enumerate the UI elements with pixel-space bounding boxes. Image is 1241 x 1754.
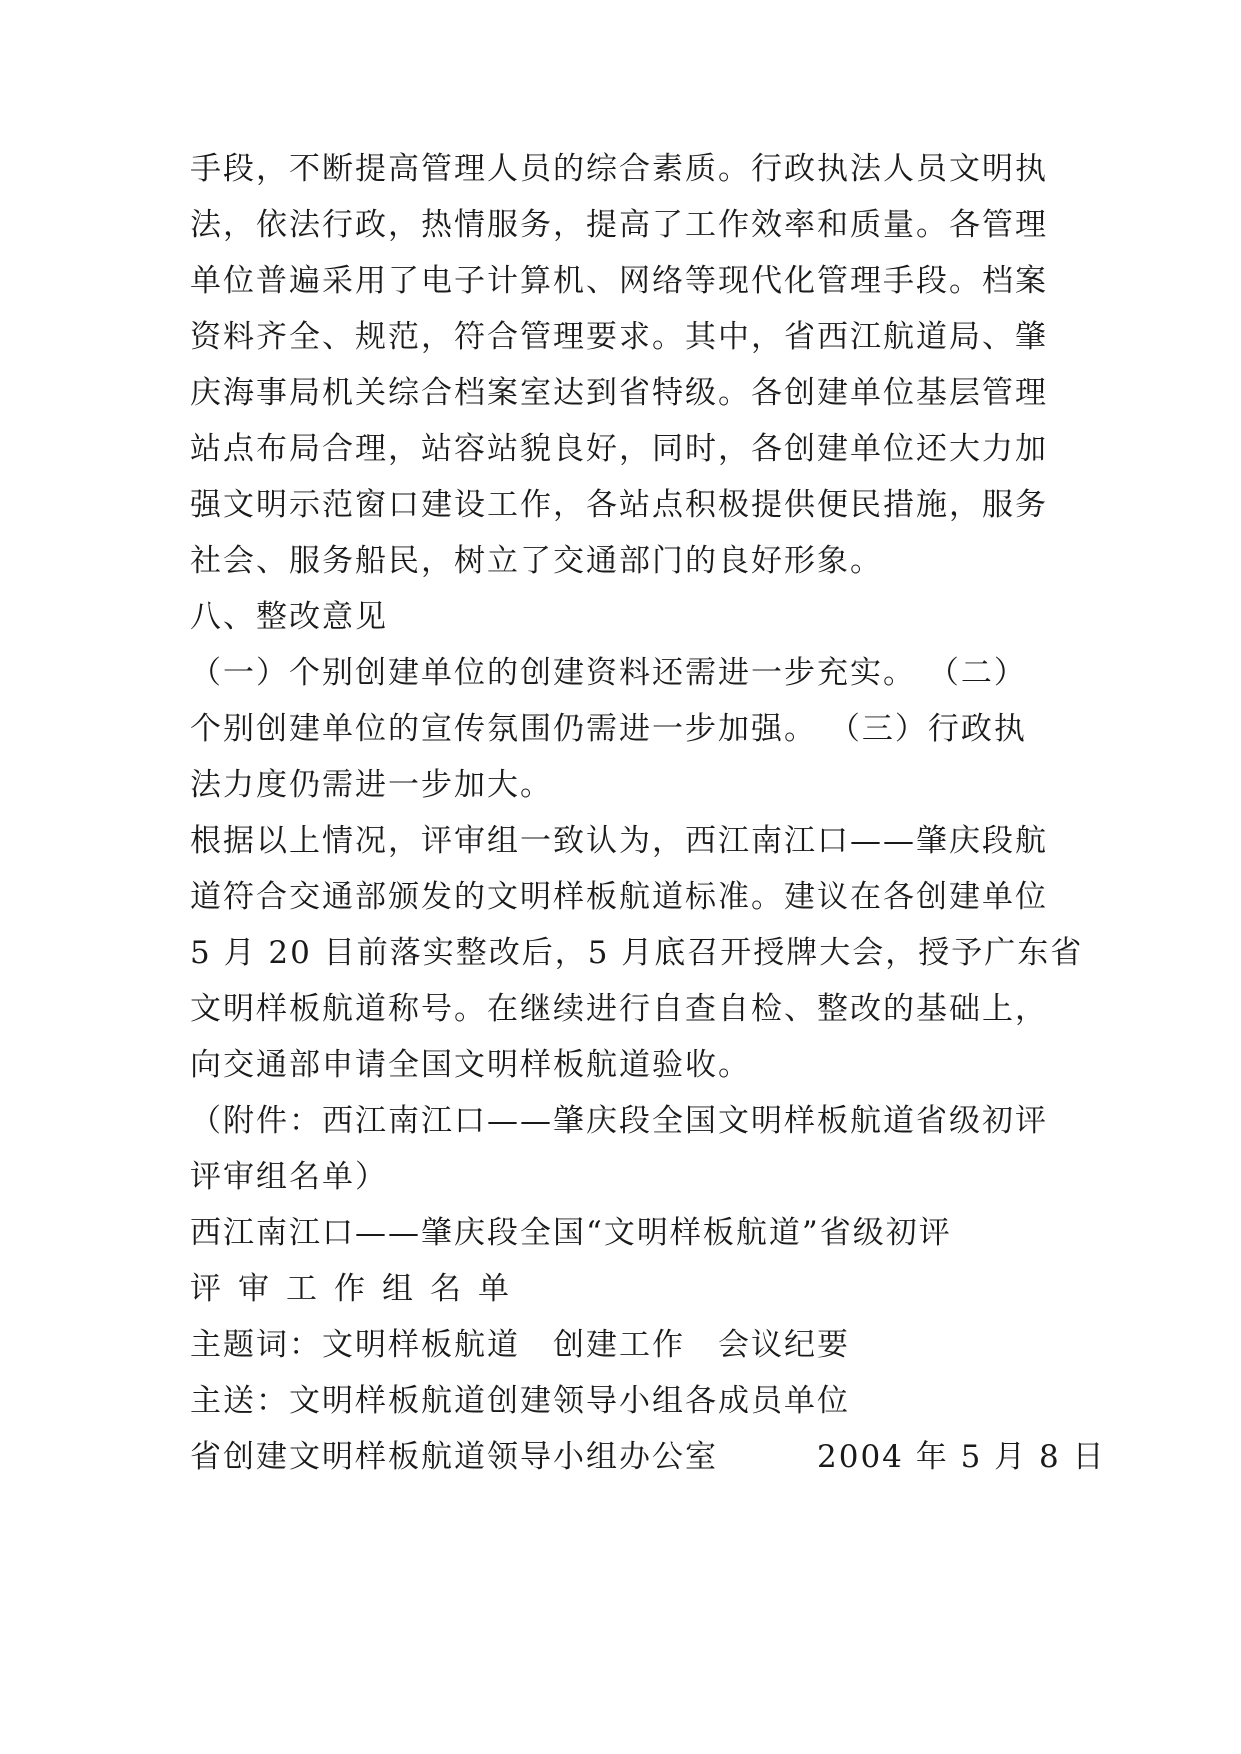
body-line: 法力度仍需进一步加大。 — [190, 767, 553, 803]
subject-keywords: 主题词：文明样板航道 创建工作 会议纪要 — [190, 1327, 850, 1363]
body-line: 站点布局合理，站容站貌良好，同时，各创建单位还大力加 — [190, 431, 1048, 467]
list-subtitle: 评审工作组名单 — [190, 1271, 526, 1307]
body-line: 5 月 20 目前落实整改后，5 月底召开授牌大会，授予广东省 — [190, 935, 1084, 971]
body-line: 法，依法行政，热情服务，提高了工作效率和质量。各管理 — [190, 207, 1048, 243]
body-line: 资料齐全、规范，符合管理要求。其中，省西江航道局、肇 — [190, 319, 1048, 355]
body-line: 庆海事局机关综合档案室达到省特级。各创建单位基层管理 — [190, 375, 1048, 411]
attachment-note: 评审组名单） — [190, 1159, 388, 1195]
attachment-note: （附件：西江南江口——肇庆段全国文明样板航道省级初评 — [190, 1103, 1048, 1139]
section-heading: 八、整改意见 — [190, 599, 388, 635]
body-line: 文明样板航道称号。在继续进行自查自检、整改的基础上， — [190, 991, 1048, 1027]
recipients: 主送：文明样板航道创建领导小组各成员单位 — [190, 1383, 850, 1419]
body-line: 强文明示范窗口建设工作，各站点积极提供便民措施，服务 — [190, 487, 1048, 523]
list-title: 西江南江口——肇庆段全国“文明样板航道”省级初评 — [190, 1215, 952, 1251]
body-line: 手段，不断提高管理人员的综合素质。行政执法人员文明执 — [190, 151, 1048, 187]
body-line: 道符合交通部颁发的文明样板航道标准。建议在各创建单位 — [190, 879, 1048, 915]
body-line: （一）个别创建单位的创建资料还需进一步充实。 （二） — [190, 655, 1027, 691]
body-line: 向交通部申请全国文明样板航道验收。 — [190, 1047, 751, 1083]
body-line: 社会、服务船民，树立了交通部门的良好形象。 — [190, 543, 883, 579]
body-line: 根据以上情况，评审组一致认为，西江南江口——肇庆段航 — [190, 823, 1048, 859]
body-line: 单位普遍采用了电子计算机、网络等现代化管理手段。档案 — [190, 263, 1048, 299]
body-line: 个别创建单位的宣传氛围仍需进一步加强。 （三）行政执 — [190, 711, 1027, 747]
issuer-and-date: 省创建文明样板航道领导小组办公室 2004 年 5 月 8 日 — [190, 1439, 1106, 1475]
